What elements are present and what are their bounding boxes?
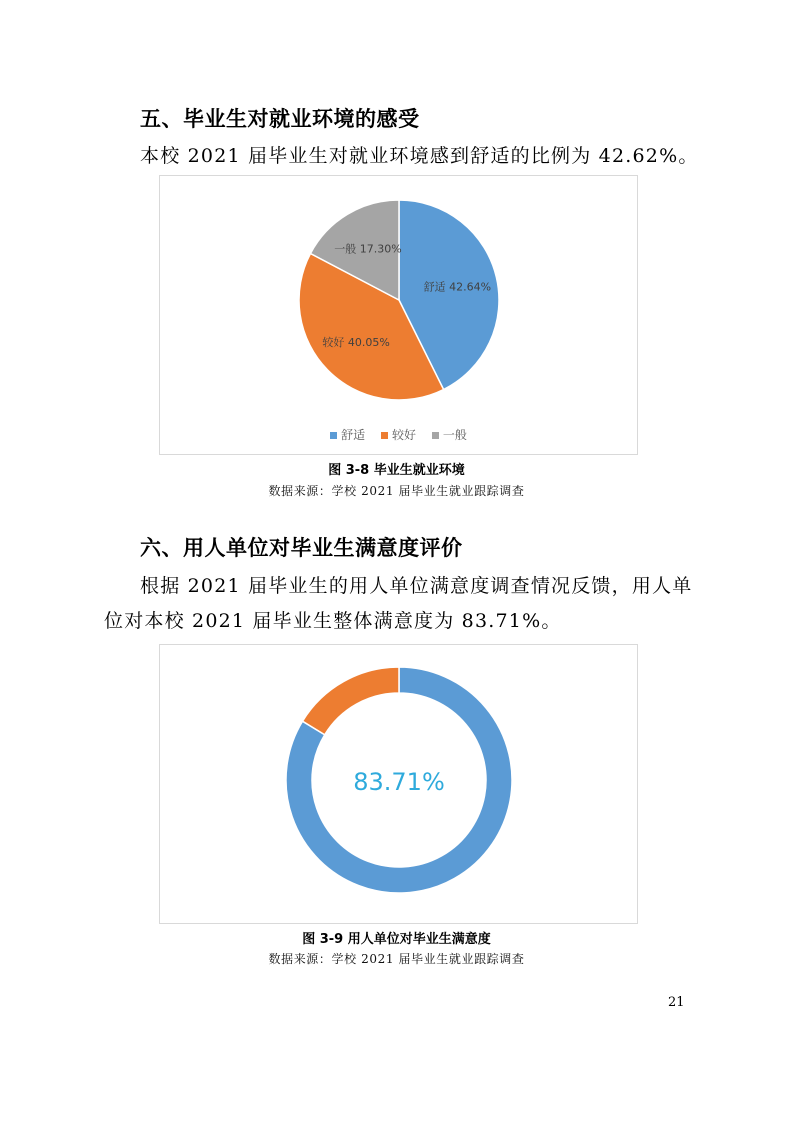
section-paragraph-line: 位对本校 2021 届毕业生整体满意度为 83.71%。 bbox=[104, 610, 562, 632]
pie-chart bbox=[160, 176, 637, 454]
donut-center-label: 83.71% bbox=[353, 768, 445, 796]
pie-chart-frame bbox=[159, 175, 638, 455]
legend-item bbox=[330, 428, 365, 442]
legend-label: 一般 bbox=[442, 428, 467, 442]
figure-caption: 图 3-9 用人单位对毕业生满意度 bbox=[302, 932, 491, 947]
legend-item bbox=[381, 428, 416, 442]
section-heading: 六、用人单位对毕业生满意度评价 bbox=[140, 536, 463, 560]
legend-label: 舒适 bbox=[341, 428, 366, 442]
figure-source: 数据来源：学校 2021 届毕业生就业跟踪调查 bbox=[268, 484, 525, 498]
page-number: 21 bbox=[668, 995, 685, 1010]
pie-data-label: 舒适 42.64% bbox=[423, 280, 492, 294]
section-paragraph: 本校 2021 届毕业生对就业环境感到舒适的比例为 42.62%。 bbox=[140, 145, 699, 167]
donut-segment bbox=[303, 667, 400, 735]
donut-chart-frame bbox=[159, 644, 638, 924]
section-paragraph-line: 根据 2021 届毕业生的用人单位满意度调查情况反馈，用人单 bbox=[140, 575, 693, 597]
legend-item bbox=[432, 428, 467, 442]
legend-swatch bbox=[330, 432, 337, 439]
figure-source: 数据来源：学校 2021 届毕业生就业跟踪调查 bbox=[268, 952, 525, 966]
pie-data-label: 一般 17.30% bbox=[334, 242, 402, 256]
legend-label: 较好 bbox=[391, 428, 416, 442]
pie-data-label: 较好 40.05% bbox=[322, 336, 390, 349]
section-heading: 五、毕业生对就业环境的感受 bbox=[140, 107, 420, 131]
donut-chart bbox=[160, 645, 637, 923]
legend-swatch bbox=[432, 432, 439, 439]
figure-caption: 图 3-8 毕业生就业环境 bbox=[328, 463, 465, 478]
legend-swatch bbox=[381, 432, 388, 439]
chart-legend bbox=[160, 426, 637, 443]
